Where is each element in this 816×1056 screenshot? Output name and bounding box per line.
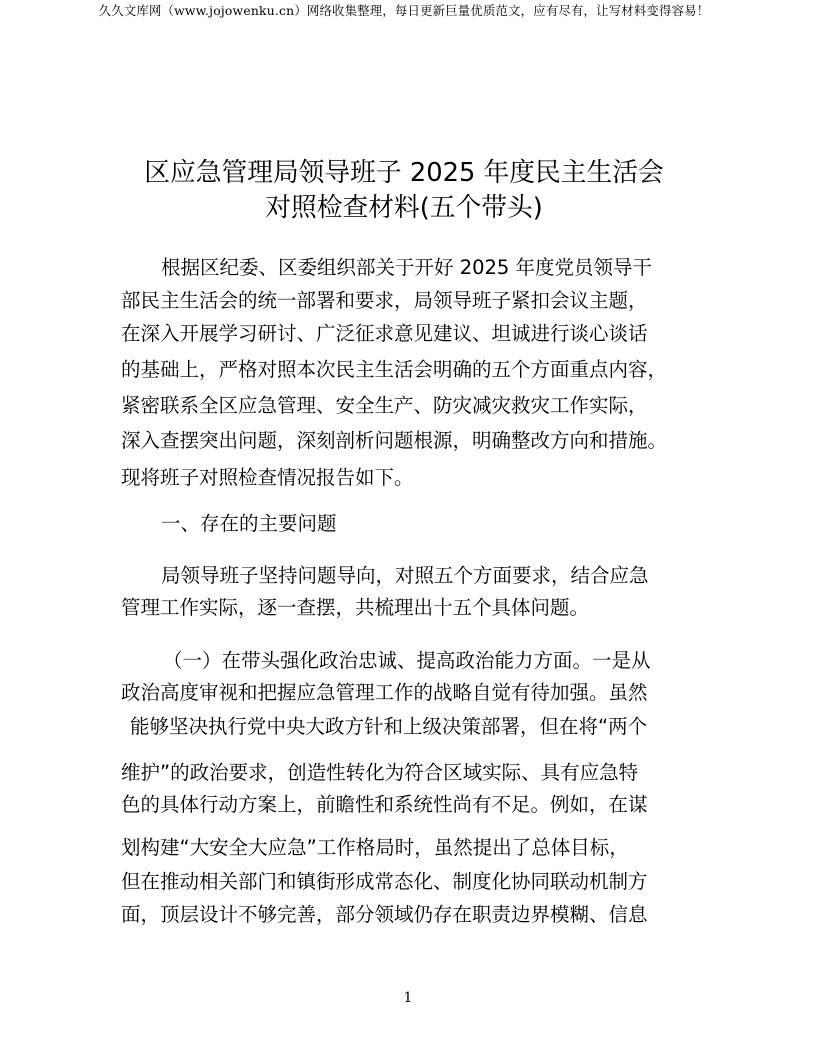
document-title-line-1: 区应急管理局领导班子 2025 年度民主生活会 xyxy=(144,158,664,188)
body-line: 面，顶层设计不够完善，部分领域仍存在职责边界模糊、信息 xyxy=(121,903,648,926)
body-line: 在深入开展学习研讨、广泛征求意见建议、坦诚进行谈心谈话 xyxy=(121,322,648,345)
header-banner: 久久文库网（www.jojowenku.cn）网络收集整理，每日更新巨量优质范文，应有尽有，让写材料变得容易！ xyxy=(98,3,710,18)
body-line: 维护”的政治要求，创造性转化为符合区域实际、具有应急特 xyxy=(121,761,639,784)
body-line: 能够坚决执行党中央大政方针和上级决策部署，但在将“两个 xyxy=(130,715,648,738)
body-line: 深入查摆突出问题，深刻剖析问题根源，明确整改方向和措施。 xyxy=(121,429,668,452)
body-line: 的基础上，严格对照本次民主生活会明确的五个方面重点内容， xyxy=(121,358,668,381)
body-line: 划构建“大安全大应急”工作格局时，虽然提出了总体目标， xyxy=(121,836,629,859)
body-line: 根据区纪委、区委组织部关于开好 2025 年度党员领导干 xyxy=(161,256,653,279)
body-line: 管理工作实际，逐一查摆，共梳理出十五个具体问题。 xyxy=(121,596,590,619)
document-title-line-2: 对照检查材料(五个带头) xyxy=(265,193,543,223)
body-line: 局领导班子坚持问题导向，对照五个方面要求，结合应急 xyxy=(161,564,649,587)
body-line: 紧密联系全区应急管理、安全生产、防灾减灾救灾工作实际， xyxy=(121,394,648,417)
subsection-line: （一）在带头强化政治忠诚、提高政治能力方面。一是从 xyxy=(163,649,651,672)
section-heading: 一、存在的主要问题 xyxy=(161,512,337,535)
body-line: 政治高度审视和把握应急管理工作的战略自觉有待加强。虽然 xyxy=(121,681,648,704)
body-line: 现将班子对照检查情况报告如下。 xyxy=(121,466,414,489)
body-line: 色的具体行动方案上，前瞻性和系统性尚有不足。例如，在谋 xyxy=(121,793,648,816)
page-number: 1 xyxy=(403,990,413,1006)
body-line: 但在推动相关部门和镇街形成常态化、制度化协同联动机制方 xyxy=(121,870,648,893)
body-line: 部民主生活会的统一部署和要求，局领导班子紧扣会议主题， xyxy=(121,289,648,312)
